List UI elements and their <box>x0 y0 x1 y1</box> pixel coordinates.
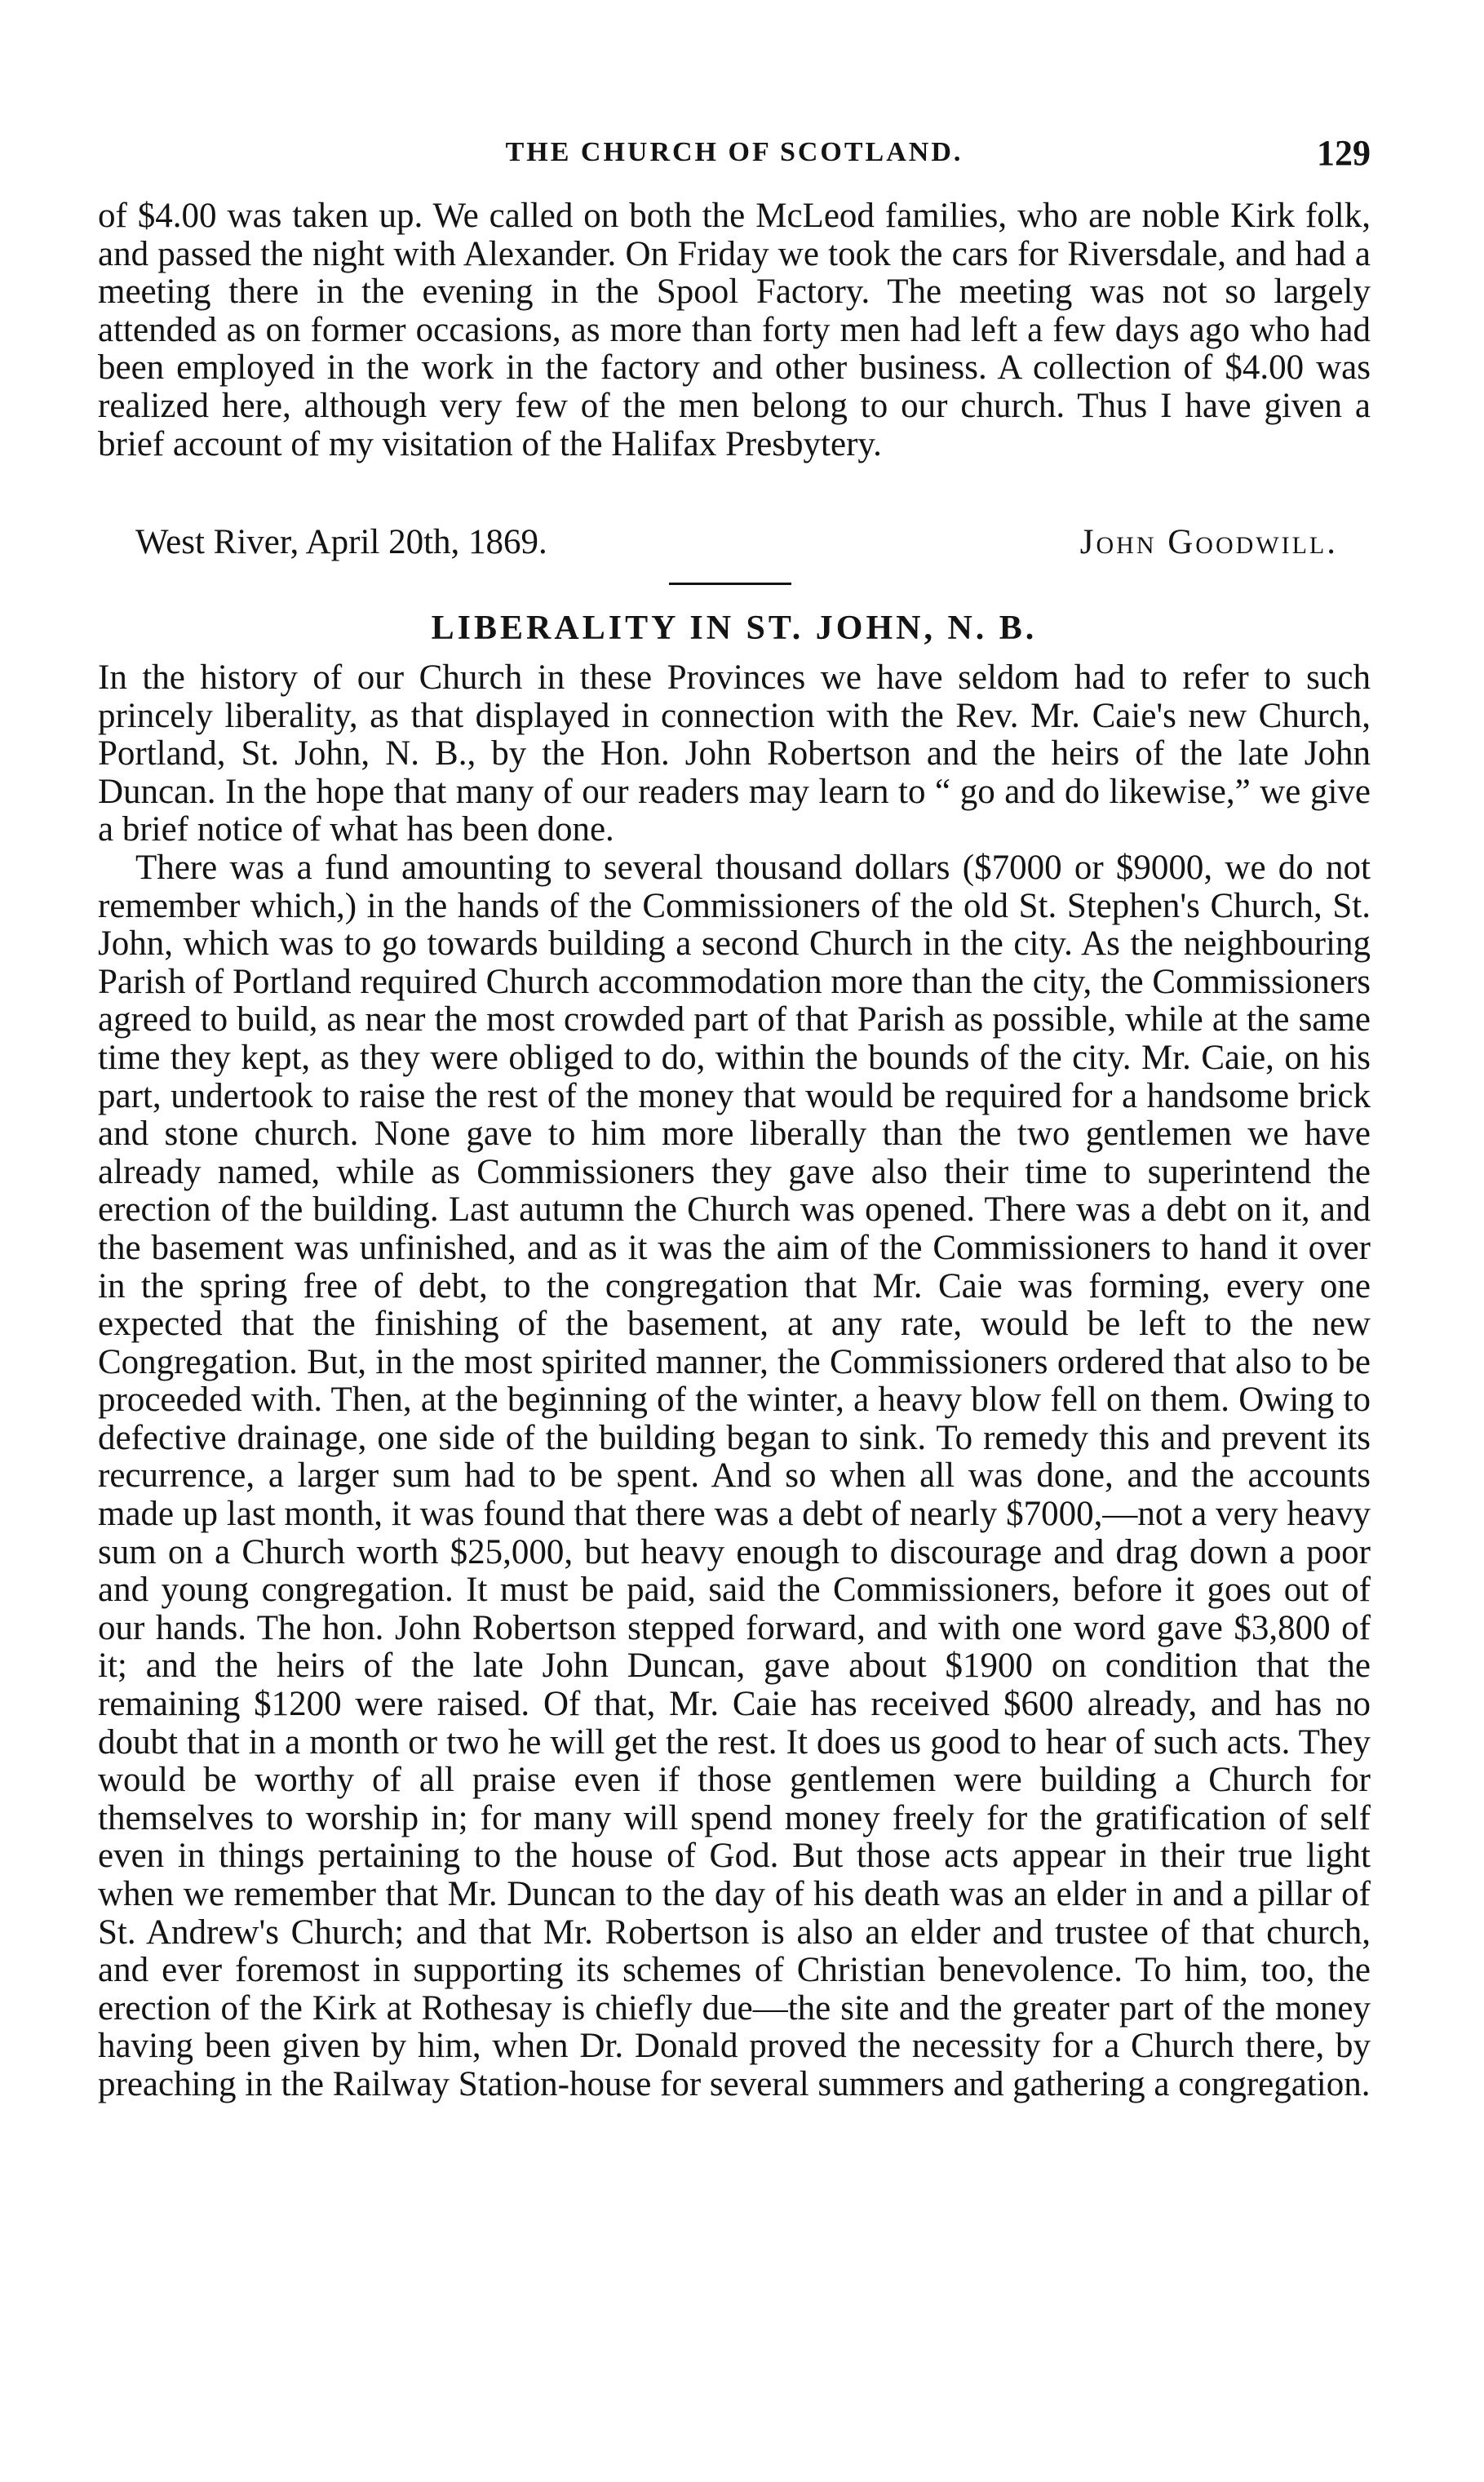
article-paragraph: In the history of our Church in these Provinces we have seldom had to refer to such princely liberality, as that displayed in connection with the Rev. Mr. Caie's new Church, Portland, St. John, N. B., by the Hon. John Robertson and the heirs of the late John Duncan. In the hope that many of our readers may learn to “ go and do likewise,” we give a brief notice of what has been done. <box>98 658 1371 849</box>
page-number: 129 <box>1317 133 1371 173</box>
continuation-text <box>98 197 1371 463</box>
letter-dateline <box>98 522 1371 563</box>
continuation-paragraph: of $4.00 was taken up. We called on both the McLeod families, who are noble Kirk folk, and passed the night with Alexander. On Friday we took the cars for Riversdale, and had a meeting there in the evening in the Spool Factory. The meeting was not so largely attended as on former occasions, as more than forty men had left a few days ago who had been employed in the work in the factory and other business. A collection of $4.00 was realized here, although very few of the men belong to our church. Thus I have given a brief account of my visitation of the Halifax Presbytery. <box>98 197 1371 463</box>
section-divider <box>669 583 791 585</box>
article-heading: LIBERALITY IN ST. JOHN, N. B. <box>431 609 1038 647</box>
article-paragraph: There was a fund amounting to several thousand dollars ($7000 or $9000, we do not remember which,) in the hands of the Commissioners of the old St. Stephen's Church, St. John, which was to go towards building a second Church in the city. As the neighbouring Parish of Portland required Church accommodation more than the city, the Commissioners agreed to build, as near the most crowded part of that Parish as possible, while at the same time they kept, as they were obliged to do, within the bounds of the city. Mr. Caie, on his part, undertook to raise the rest of the money that would be required for a handsome brick and stone church. None gave to him more liberally than the two gentlemen we have already named, while as Commissioners they gave also their time to superintend the erection of the building. Last autumn the Church was opened. There was a debt on it, and the basement was unfinished, and as it was the aim of the Commissioners to hand it over in the spring free of debt, to the congregation that Mr. Caie was forming, every one expected that the finishing of the basement, at any rate, would be left to the new Congregation. But, in the most spirited manner, the Commissioners ordered that also to be proceeded with. Then, at the beginning of the winter, a heavy blow fell on them. Owing to defective drainage, one side of the building began to sink. To remedy this and prevent its recurrence, a larger sum had to be spent. And so when all was done, and the accounts made up last month, it was found that there was a debt of nearly $7000,—not a very heavy sum on a Church worth $25,000, but heavy enough to discourage and drag down a poor and young congregation. It must be paid, said the Commissioners, before it goes out of our hands. The hon. John Robertson stepped forward, and with one word gave $3,800 of it; and the heirs of the late John Duncan, gave about $1900 on condition that the remaining $1200 were raised. Of that, Mr. Caie has received $600 already, and has no doubt that in a month or two he will get the rest. It does us good to hear of such acts. They would be worthy of all praise even if those gentlemen were building a Church for themselves to worship in; for many will spend money freely for the gratification of self even in things pertaining to the house of God. But those acts appear in their true light when we remember that Mr. Duncan to the day of his death was an elder in and a pillar of St. Andrew's Church; and that Mr. Robertson is also an elder and trustee of that church, and ever foremost in supporting its schemes of Christian benevolence. To him, too, the erection of the Kirk at Rothesay is chiefly due—the site and the greater part of the money having been given by him, when Dr. Donald proved the necessity for a Church there, by preaching in the Railway Station-house for several summers and gathering a congregation. <box>98 848 1371 2103</box>
running-title: THE CHURCH OF SCOTLAND. <box>505 137 963 167</box>
running-head <box>98 133 1371 186</box>
author-signature: John Goodwill. <box>1079 523 1338 561</box>
place-date: West River, April 20th, 1869. <box>135 523 547 561</box>
article-body <box>98 659 1371 2104</box>
